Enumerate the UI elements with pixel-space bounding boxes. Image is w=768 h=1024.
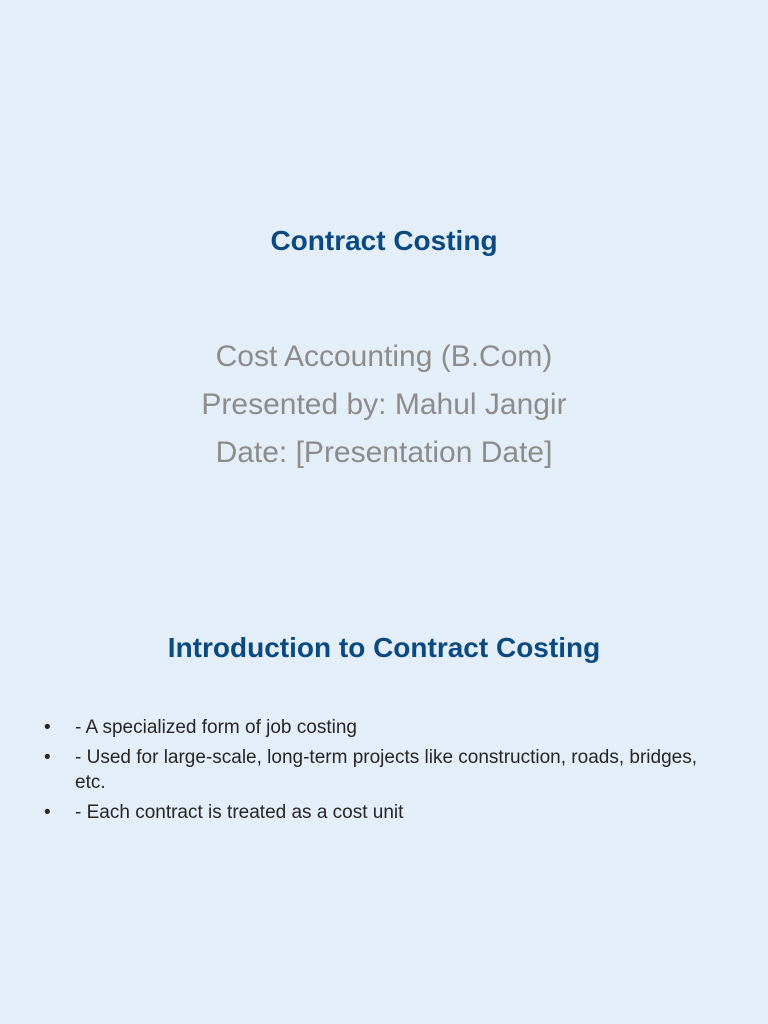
- course-subtitle: Cost Accounting (B.Com): [215, 340, 553, 373]
- slide-title: Contract Costing: [270, 225, 498, 256]
- bullet-icon: •: [44, 802, 51, 823]
- date-subtitle: Date: [Presentation Date]: [215, 436, 553, 469]
- list-item: [40, 800, 730, 825]
- subtitle-block: [0, 333, 768, 477]
- bullet-icon: •: [44, 717, 51, 738]
- list-item: [40, 745, 730, 795]
- bullet-text: - Used for large-scale, long-term projects like construction, roads, bridges, etc.: [75, 747, 697, 793]
- presenter-subtitle: Presented by: Mahul Jangir: [201, 388, 567, 421]
- bullet-icon: •: [44, 747, 51, 768]
- list-item: [40, 715, 730, 740]
- bullet-text: - A specialized form of job costing: [75, 717, 357, 738]
- bullet-text: - Each contract is treated as a cost unit: [75, 802, 404, 823]
- introduction-slide: [0, 512, 768, 1024]
- slide-title: Introduction to Contract Costing: [167, 632, 601, 663]
- bullet-list: [40, 715, 730, 830]
